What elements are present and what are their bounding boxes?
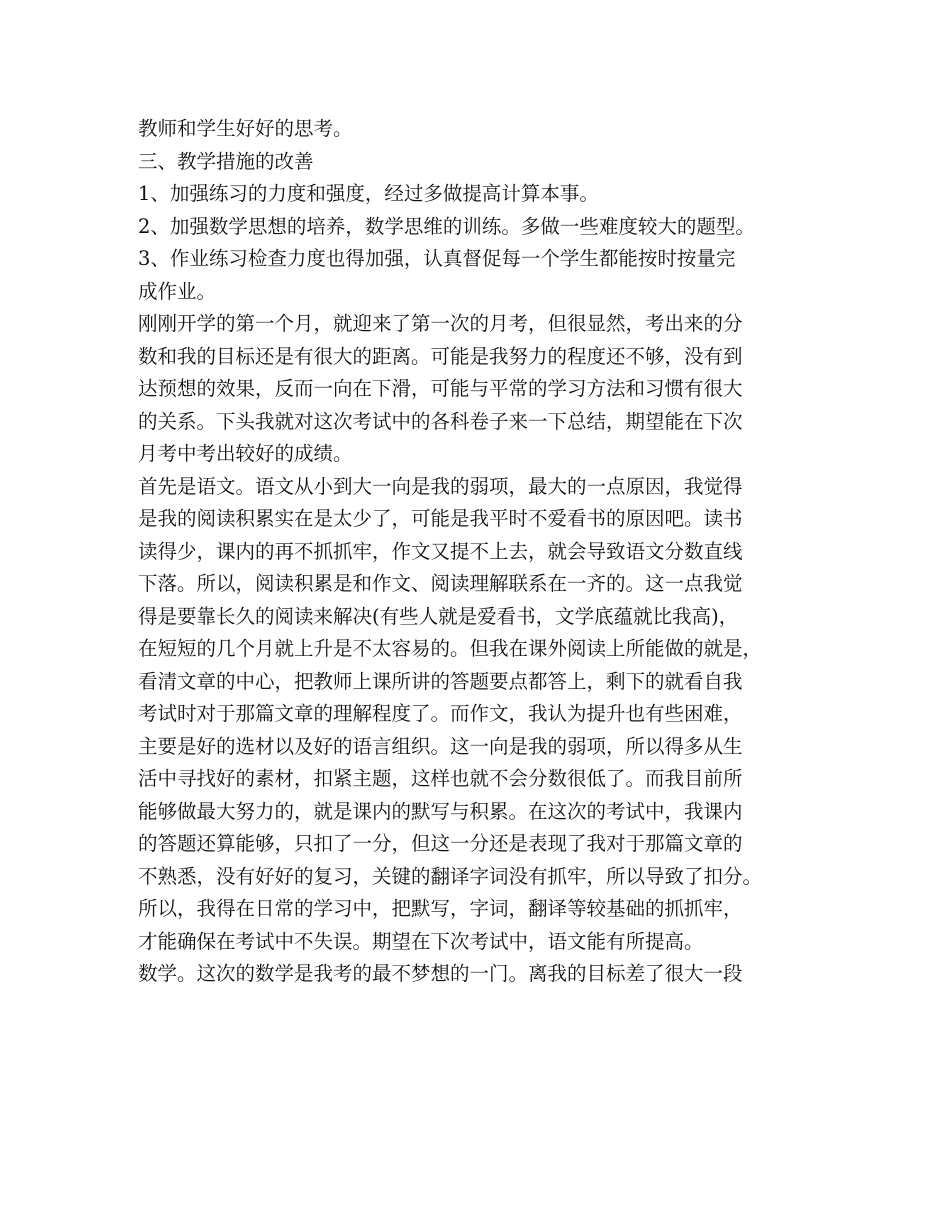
text-line: 下落。所以，阅读积累是和作文、阅读理解联系在一齐的。这一点我觉	[138, 572, 743, 595]
text-line: 首先是语文。语文从小到大一向是我的弱项，最大的一点原因，我觉得	[138, 474, 743, 498]
text-line: 在短短的几个月就上升是不太容易的。但我在课外阅读上所能做的就是，	[138, 637, 763, 660]
text-line: 是我的阅读积累实在是太少了，可能是我平时不爱看书的原因吧。读书	[138, 507, 743, 530]
text-line: 得是要靠长久的阅读来解决(有些人就是爱看书，文学底蕴就比我高)，	[138, 604, 739, 628]
text-line: 教师和学生好好的思考。	[138, 117, 353, 140]
text-line: 能够做最大努力的，就是课内的默写与积累。在这次的考试中，我课内	[138, 799, 743, 823]
text-line: 达预想的效果，反而一向在下滑，可能与平常的学习方法和习惯有很大	[138, 377, 743, 400]
text-line: 刚刚开学的第一个月，就迎来了第一次的月考，但很显然，考出来的分	[138, 312, 743, 335]
section-heading: 三、教学措施的改善	[138, 149, 314, 173]
text-line: 看清文章的中心，把教师上课所讲的答题要点都答上，剩下的就看自我	[138, 669, 743, 693]
text-line: 月考中考出较好的成绩。	[138, 442, 353, 465]
text-line: 成作业。	[138, 279, 217, 303]
document-body	[138, 113, 828, 991]
list-item: 3、作业练习检查力度也得加强，认真督促每一个学生都能按时按量完	[138, 247, 736, 270]
text-line: 主要是好的选材以及好的语言组织。这一向是我的弱项，所以得多从生	[138, 734, 743, 758]
text-line: 才能确保在考试中不失误。期望在下次考试中，语文能有所提高。	[138, 929, 704, 953]
list-item: 2、加强数学思想的培养，数学思维的训练。多做一些难度较大的题型。	[138, 214, 755, 238]
text-line: 所以，我得在日常的学习中，把默写，字词，翻译等较基础的抓抓牢，	[138, 897, 743, 920]
text-line: 考试时对于那篇文章的理解程度了。而作文，我认为提升也有些困难，	[138, 702, 743, 725]
text-line: 不熟悉，没有好好的复习，关键的翻译字词没有抓牢，所以导致了扣分。	[138, 864, 763, 888]
text-line: 活中寻找好的素材，扣紧主题，这样也就不会分数很低了。而我目前所	[138, 767, 743, 790]
text-line: 的答题还算能够，只扣了一分，但这一分还是表现了我对于那篇文章的	[138, 832, 743, 855]
text-line: 读得少，课内的再不抓抓牢，作文又提不上去，就会导致语文分数直线	[138, 539, 743, 563]
list-item: 1、加强练习的力度和强度，经过多做提高计算本事。	[138, 182, 599, 205]
text-line: 的关系。下头我就对这次考试中的各科卷子来一下总结，期望能在下次	[138, 409, 743, 433]
text-line: 数和我的目标还是有很大的距离。可能是我努力的程度还不够，没有到	[138, 344, 743, 368]
text-line: 数学。这次的数学是我考的最不梦想的一门。离我的目标差了很大一段	[138, 962, 743, 985]
